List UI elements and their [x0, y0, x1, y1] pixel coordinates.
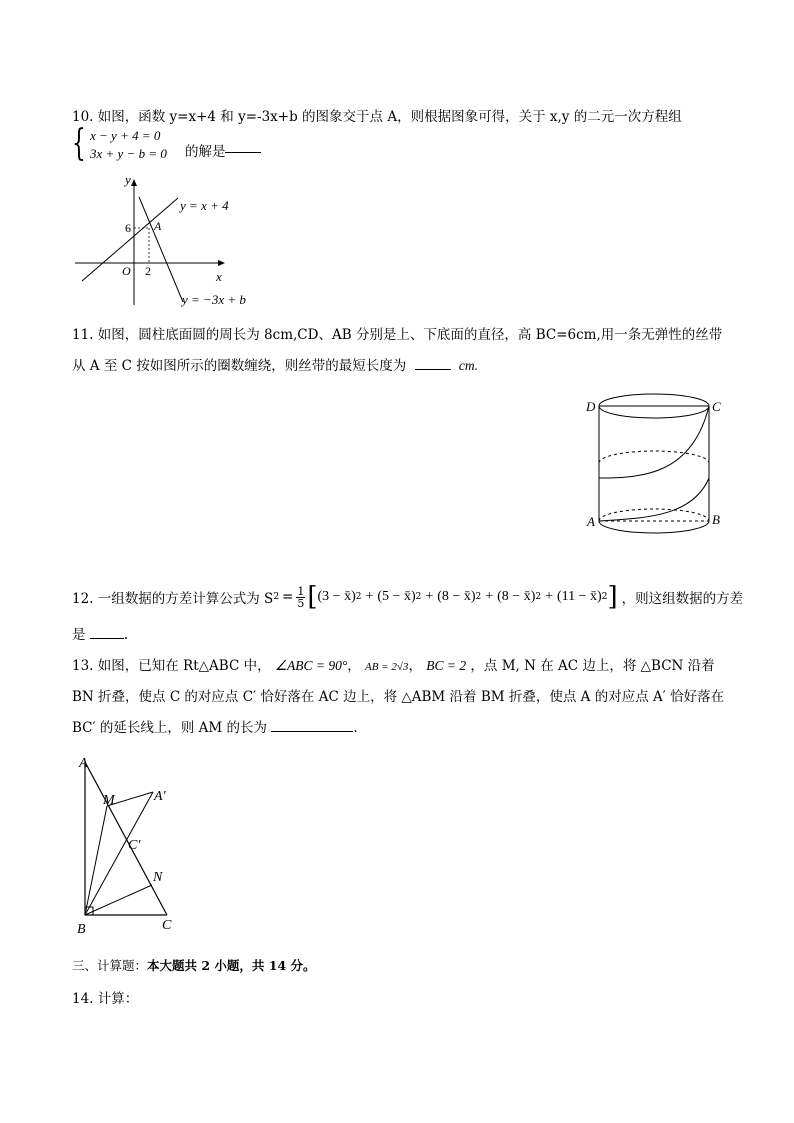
label-c-prime: C′	[128, 838, 141, 853]
bracket-left: [	[307, 582, 318, 612]
brace: {	[72, 123, 86, 164]
q10-eq1: x − y + 4 = 0	[90, 128, 161, 143]
q13-line2: BN 折叠，使点 C 的对应点 C′ 恰好落在 AC 边上，将 △ABM 沿着 BM 折叠，使点 A 的对应点 A′ 恰好落在	[72, 689, 725, 705]
x-label: x	[216, 269, 222, 284]
q11-cylinder	[582, 390, 732, 550]
tick-6: 6	[125, 221, 131, 235]
label-n: N	[153, 870, 163, 885]
section-3-prefix: 三、计算题：	[72, 958, 148, 973]
q12-eq: =	[282, 589, 294, 605]
q13-comma2: ，	[408, 658, 422, 674]
q11-unit: cm.	[458, 358, 478, 373]
origin-label: O	[122, 264, 131, 278]
plus3: +	[485, 589, 494, 604]
q10-answer-blank[interactable]	[225, 152, 261, 153]
bracket-right: ]	[607, 582, 618, 612]
sq5: 2	[601, 592, 608, 602]
q12-suffix: ，则这组数据的方差	[621, 591, 744, 607]
q10-graph	[70, 170, 270, 310]
q11-text-line1: 11. 如图，圆柱底面圆的周长为 8cm,CD、AB 分别是上、下底面的直径，高 BC=6cm,用一条无弹性的丝带	[72, 327, 723, 343]
label-b: B	[712, 512, 720, 527]
label-m: M	[103, 793, 115, 808]
q12-term-1: (3 − x̄)	[317, 589, 356, 604]
q12-prefix: 12. 一组数据的方差计算公式为 S	[72, 591, 274, 607]
q12-term-4: (8 − x̄)	[497, 589, 536, 604]
sq4: 2	[535, 592, 542, 602]
ribbon-lower	[599, 478, 709, 521]
q13-figure	[70, 752, 190, 938]
y-arrow	[131, 179, 137, 186]
q10-text: 10. 如图，函数 y=x+4 和 y=-3x+b 的图象交于点 A，则根据图象可得，关于 x,y 的二元一次方程组	[72, 109, 682, 125]
q12-answer-blank[interactable]	[90, 638, 124, 639]
sq2: 2	[415, 592, 422, 602]
segment-ba2	[85, 792, 153, 915]
label-a-prime: A′	[154, 789, 166, 804]
q13-line1-a: 13. 如图，已知在 Rt△ABC 中，	[72, 658, 271, 674]
plus1: +	[365, 589, 374, 604]
line1-label: y = x + 4	[180, 198, 229, 213]
sq3: 2	[475, 592, 482, 602]
q13-line3-text: BC′ 的延长线上，则 AM 的长为	[72, 720, 268, 736]
q13-comma1: ，	[347, 658, 361, 674]
bottom-front-arc	[599, 521, 709, 533]
q14-text: 14. 计算：	[72, 991, 139, 1007]
label-a: A	[79, 756, 88, 771]
section-3-heading	[72, 956, 316, 974]
q11-text-a: 从 A 至 C 按如图所示的圈数缠绕，则丝带的最短长度为	[72, 358, 407, 374]
q12-term-2: (5 − x̄)	[377, 589, 416, 604]
label-c: C	[162, 918, 172, 933]
q13-line1-b: ，点 M, N 在 AC 边上，将 △BCN 沿着	[470, 658, 715, 674]
q12-term-3: (8 − x̄)	[437, 589, 476, 604]
frac-num: 1	[297, 584, 305, 598]
y-label: y	[125, 172, 131, 187]
line2-label: y = −3x + b	[182, 292, 246, 307]
q13-ab: AB = 2√3	[365, 661, 409, 673]
q12-fraction	[296, 586, 305, 609]
sq1: 2	[355, 592, 362, 602]
label-d: D	[586, 399, 596, 414]
q10-eq2: 3x + y − b = 0	[90, 146, 167, 161]
mid-back-arc	[599, 451, 709, 463]
q10-system	[72, 123, 292, 164]
section-3-text: 本大题共 2 小题，共 14 分。	[147, 958, 316, 973]
q12-sup: 2	[273, 592, 280, 602]
q13-period: .	[353, 720, 358, 736]
plus2: +	[425, 589, 434, 604]
q11-answer-blank[interactable]	[415, 369, 451, 370]
q12-line2	[72, 623, 128, 643]
ribbon-upper	[599, 406, 709, 478]
label-a: A	[587, 514, 595, 529]
label-c: C	[712, 399, 721, 414]
label-b: B	[77, 922, 86, 937]
q11-text-line2	[72, 354, 478, 374]
q12-formula-line	[72, 581, 743, 613]
x-arrow	[218, 260, 225, 266]
bottom-back-arc	[599, 509, 709, 521]
point-a-label: A	[154, 219, 162, 233]
q10-suffix: 的解是	[185, 144, 226, 160]
segment-bm	[85, 806, 107, 915]
frac-den: 5	[297, 596, 305, 610]
tick-2: 2	[145, 264, 151, 278]
q13-bc: BC = 2	[426, 658, 467, 673]
plus4: +	[545, 589, 554, 604]
segment-bn	[85, 885, 152, 915]
q13-answer-blank[interactable]	[271, 731, 353, 732]
q13-angle: ∠ABC = 90°	[274, 658, 348, 673]
q12-term-5: (11 − x̄)	[557, 589, 602, 604]
q12-period: .	[123, 627, 129, 643]
q12-line2-text: 是	[72, 627, 86, 643]
q13-line1	[72, 654, 715, 674]
q13-line3	[72, 716, 358, 736]
